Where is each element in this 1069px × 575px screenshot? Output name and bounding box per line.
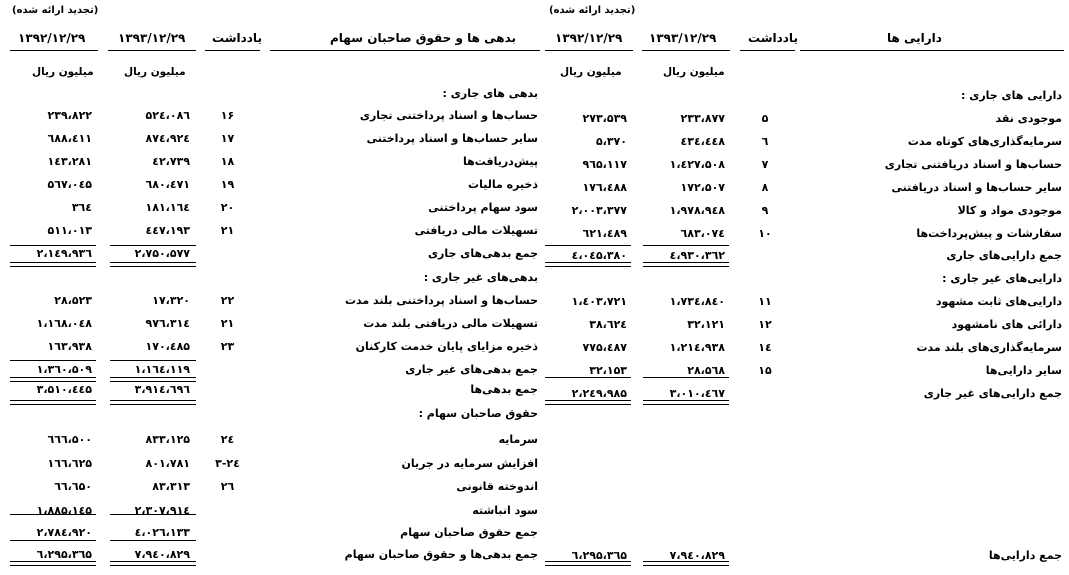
value-prior: ۵٦۷،۰٤۵ [47, 178, 92, 191]
note-ref: ۱۱ [758, 295, 772, 308]
subtotal-line [643, 245, 729, 246]
underline [270, 50, 540, 51]
row-label: سود سهام پرداختنی [428, 201, 538, 214]
row-label: سرمایه [498, 433, 538, 446]
total-double-line [643, 262, 729, 267]
total-double-line [545, 561, 631, 566]
value-prior: ٦٦،٦۵۰ [54, 480, 92, 493]
value-prior: ۷۷۵،٤۸۷ [582, 341, 627, 354]
note-ref: ۲۳ [220, 340, 235, 353]
liab-year-current: ۱۳۹۳/۱۲/۲۹ [118, 31, 186, 45]
row-label: دارایی های جاری : [961, 89, 1062, 102]
value-prior: ۲،۲٤۹،۹۸۵ [571, 387, 627, 400]
note-ref: ۱۷ [220, 132, 235, 145]
total-double-line [110, 400, 196, 405]
subtotal-line [110, 245, 196, 246]
asset-unit-prior: میلیون ریال [560, 66, 622, 78]
value-current: ۱،۹۷۸،۹٤۸ [669, 204, 725, 217]
row-label: تسهیلات مالی دریافتی بلند مدت [363, 317, 538, 330]
underline [740, 50, 795, 51]
subtotal-line [545, 245, 631, 246]
asset-year-prior: ۱۳۹۲/۱۲/۲۹ [555, 31, 623, 45]
subtotal-line [10, 360, 96, 361]
value-current: ٤۳٤،٤٤۸ [680, 135, 725, 148]
underline [545, 50, 633, 51]
row-label: سایر حساب‌ها و اسناد دریافتنی [891, 181, 1062, 194]
value-current: ۱،۷۳٤،۸٤۰ [669, 295, 725, 308]
row-label: سرمایه‌گذاری‌های کوتاه مدت [907, 135, 1062, 148]
underline [642, 50, 730, 51]
subtotal-line [643, 377, 729, 378]
value-prior: ۲۸،۵۲۳ [54, 294, 92, 307]
value-prior: ۱،۳٦۰،۵۰۹ [36, 363, 92, 376]
note-ref: ۲۲ [220, 294, 235, 307]
asset-note-header: یادداشت [748, 31, 798, 45]
note-ref: ۹ [761, 204, 769, 217]
row-label: حساب‌ها و اسناد پرداختنی تجاری [359, 109, 538, 122]
total-double-line [545, 262, 631, 267]
assets-restated-label: (تجدید ارائه شده) [549, 5, 636, 16]
value-prior: ۵۱۱،۰۱۳ [47, 224, 92, 237]
total-double-line [110, 561, 196, 566]
note-ref: ٦ [761, 135, 769, 148]
underline [800, 50, 1064, 51]
row-label: موجودی نقد [995, 112, 1062, 125]
value-current: ۳۲،۱۲۱ [687, 318, 725, 331]
row-label: حقوق صاحبان سهام : [418, 407, 538, 420]
note-ref: ۲۱ [220, 224, 235, 237]
value-prior: ۱،٤۰۳،۷۲۱ [571, 295, 627, 308]
value-prior: ۲۷۳،۵۳۹ [582, 112, 627, 125]
row-label: سفارشات و پیش‌پرداخت‌ها [916, 227, 1062, 240]
value-prior: ٦۲۱،٤۸۹ [582, 227, 627, 240]
value-prior: ۱٦٦،٦۲۵ [47, 457, 92, 470]
note-ref: ۵ [761, 112, 769, 125]
value-current: ۲۳۳،۸۷۷ [680, 112, 725, 125]
value-current: ۱۷۰،٤۸۵ [145, 340, 190, 353]
asset-year-current: ۱۳۹۳/۱۲/۲۹ [649, 31, 717, 45]
value-current: ٦۸۳،۰۷٤ [680, 227, 725, 240]
value-current: ۵۲٤،۰۸٦ [145, 109, 190, 122]
value-current: ۸۳۳،۱۲۵ [145, 433, 190, 446]
value-prior: ٦٦٦،۵۰۰ [47, 433, 92, 446]
subtotal-line [10, 514, 96, 515]
row-label: جمع بدهی‌ها و حقوق صاحبان سهام [344, 548, 538, 561]
value-current: ۸۰۱،۷۸۱ [145, 457, 190, 470]
value-prior: ۱،۸۸۵،۱٤۵ [36, 504, 92, 517]
value-current: ۷،۹٤۰،۸۲۹ [134, 548, 190, 561]
value-current: ۱،٤۲۷،۵۰۸ [669, 158, 725, 171]
asset-section-header: دارایی ها [887, 31, 942, 45]
total-double-line [643, 561, 729, 566]
value-current: ۱۷،۳۲۰ [152, 294, 190, 307]
note-ref: ۱۶ [220, 109, 235, 122]
row-label: ذخیره مالیات [468, 178, 538, 191]
value-prior: ٤،۰٤۵،۳۸۰ [571, 249, 627, 262]
row-label: اندوخته قانونی [456, 480, 538, 493]
value-prior: ۲،۷۸٤،۹۲۰ [36, 526, 92, 539]
note-ref: ۱۹ [220, 178, 235, 191]
subtotal-line [110, 540, 196, 541]
liab-year-prior: ۱۳۹۲/۱۲/۲۹ [18, 31, 86, 45]
row-label: بدهی های جاری : [442, 87, 538, 100]
row-label: دارایی‌های غیر جاری : [942, 272, 1062, 285]
value-prior: ۱۷٦،٤۸۸ [582, 181, 627, 194]
row-label: سرمایه‌گذاری‌های بلند مدت [916, 341, 1062, 354]
total-double-line [10, 377, 96, 382]
row-label: سایر حساب‌ها و اسناد پرداختنی [366, 132, 538, 145]
value-current: ۱۸۱،۱٦٤ [145, 201, 190, 214]
value-prior: ۵،۳۷۰ [595, 135, 627, 148]
total-double-line [545, 400, 631, 405]
value-current: ۲،۳۰۷،۹۱٤ [134, 504, 190, 517]
value-current: ۲۸،۵٦۸ [687, 364, 725, 377]
underline [108, 50, 196, 51]
value-current: ٤،۹۳۰،۳٦۲ [669, 249, 725, 262]
value-prior: ٦۸۸،٤۱۱ [47, 132, 92, 145]
value-current: ٤٤۷،۱۹۳ [145, 224, 190, 237]
note-ref: ۱۸ [220, 155, 235, 168]
value-prior: ۳۲،۱۵۳ [589, 364, 627, 377]
value-prior: ۲،۱٤۹،۹۳٦ [36, 247, 92, 260]
note-ref: ۲٦ [220, 480, 235, 493]
value-prior: ۱٦۳،۹۳۸ [47, 340, 92, 353]
total-double-line [643, 400, 729, 405]
liabilities-restated-label: (تجدید ارائه شده) [12, 5, 99, 16]
row-label: تسهیلات مالی دریافتی [414, 224, 538, 237]
total-double-line [10, 561, 96, 566]
row-label: جمع بدهی‌ها [470, 383, 538, 396]
note-ref: ۷ [761, 158, 769, 171]
liab-section-header: بدهی ها و حقوق صاحبان سهام [330, 31, 517, 45]
total-double-line [10, 400, 96, 405]
value-current: ٦۸۰،٤۷۱ [145, 178, 190, 191]
value-prior: ۹٦۵،۱۱۷ [582, 158, 627, 171]
row-label: حساب‌ها و اسناد دریافتنی تجاری [884, 158, 1062, 171]
row-label: پیش‌دریافت‌ها [462, 155, 538, 168]
note-ref: ۲۱ [220, 317, 235, 330]
value-current: ۱،۲۱٤،۹۳۸ [669, 341, 725, 354]
row-label: جمع دارایی‌های غیر جاری [923, 387, 1062, 400]
value-prior: ٦،۲۹۵،۳٦۵ [36, 548, 92, 561]
total-double-line [10, 262, 96, 267]
value-prior: ۳٦٤ [71, 201, 92, 214]
value-prior: ۱٤۳،۲۸۱ [47, 155, 92, 168]
value-current: ٤،۰۲٦،۱۳۳ [134, 526, 190, 539]
note-ref: ۱٤ [758, 341, 772, 354]
row-label: افزایش سرمایه در جریان [401, 457, 538, 470]
row-label: جمع حقوق صاحبان سهام [400, 526, 538, 539]
row-label: حساب‌ها و اسناد پرداختنی بلند مدت [344, 294, 538, 307]
subtotal-line [545, 377, 631, 378]
liab-note-header: یادداشت [212, 31, 262, 45]
note-ref: ۱۵ [758, 364, 772, 377]
row-label: دارایی‌های ثابت مشهود [935, 295, 1062, 308]
value-current: ۲،۷۵۰،۵۷۷ [134, 247, 190, 260]
note-ref: ۲۰ [220, 201, 235, 214]
row-label: جمع بدهی‌های جاری [427, 247, 538, 260]
subtotal-line [110, 514, 196, 515]
row-label: سایر دارایی‌ها [985, 364, 1062, 377]
note-ref: ۳-۲٤ [215, 457, 240, 470]
value-prior: ۲۳۹،۸۲۲ [47, 109, 92, 122]
subtotal-line [10, 540, 96, 541]
row-label: دارائی های نامشهود [951, 318, 1062, 331]
total-double-line [110, 262, 196, 267]
subtotal-line [110, 360, 196, 361]
value-prior: ٦،۲۹۵،۳٦۵ [571, 549, 627, 562]
row-label: جمع دارایی‌های جاری [946, 249, 1062, 262]
value-prior: ۳۸،٦۲٤ [589, 318, 627, 331]
underline [205, 50, 260, 51]
note-ref: ۱۰ [758, 227, 772, 240]
total-double-line [110, 377, 196, 382]
value-current: ۳،۰۱۰،٤٦۷ [669, 387, 725, 400]
value-current: ۱۷۲،۵۰۷ [680, 181, 725, 194]
row-label: موجودی مواد و کالا [957, 204, 1062, 217]
row-label: جمع بدهی‌های غیر جاری [405, 363, 538, 376]
value-prior: ۱،۱٦۸،۰٤۸ [36, 317, 92, 330]
value-current: ۱،۱٦٤،۱۱۹ [134, 363, 190, 376]
value-current: ٤۲،۷۳۹ [152, 155, 190, 168]
asset-unit-current: میلیون ریال [663, 66, 725, 78]
underline [10, 50, 98, 51]
liab-unit-current: میلیون ریال [124, 66, 186, 78]
value-current: ۷،۹٤۰،۸۲۹ [669, 549, 725, 562]
row-label: بدهی‌های غیر جاری : [423, 271, 538, 284]
value-current: ۸۳،۳۱۳ [152, 480, 190, 493]
row-label: سود انباشته [472, 504, 538, 517]
row-label: جمع دارایی‌ها [988, 549, 1062, 562]
subtotal-line [10, 245, 96, 246]
value-prior: ۳،۵۱۰،٤٤۵ [36, 383, 92, 396]
liab-unit-prior: میلیون ریال [32, 66, 94, 78]
value-current: ۳،۹۱٤،٦۹٦ [134, 383, 190, 396]
value-current: ۸۷٤،۹۲٤ [145, 132, 190, 145]
row-label: ذخیره مزایای پایان خدمت کارکنان [355, 340, 538, 353]
note-ref: ۱۲ [758, 318, 772, 331]
note-ref: ۲٤ [220, 433, 235, 446]
value-prior: ۲،۰۰۳،۳۷۷ [571, 204, 627, 217]
value-current: ۹۷٦،۳۱٤ [145, 317, 190, 330]
note-ref: ۸ [761, 181, 769, 194]
